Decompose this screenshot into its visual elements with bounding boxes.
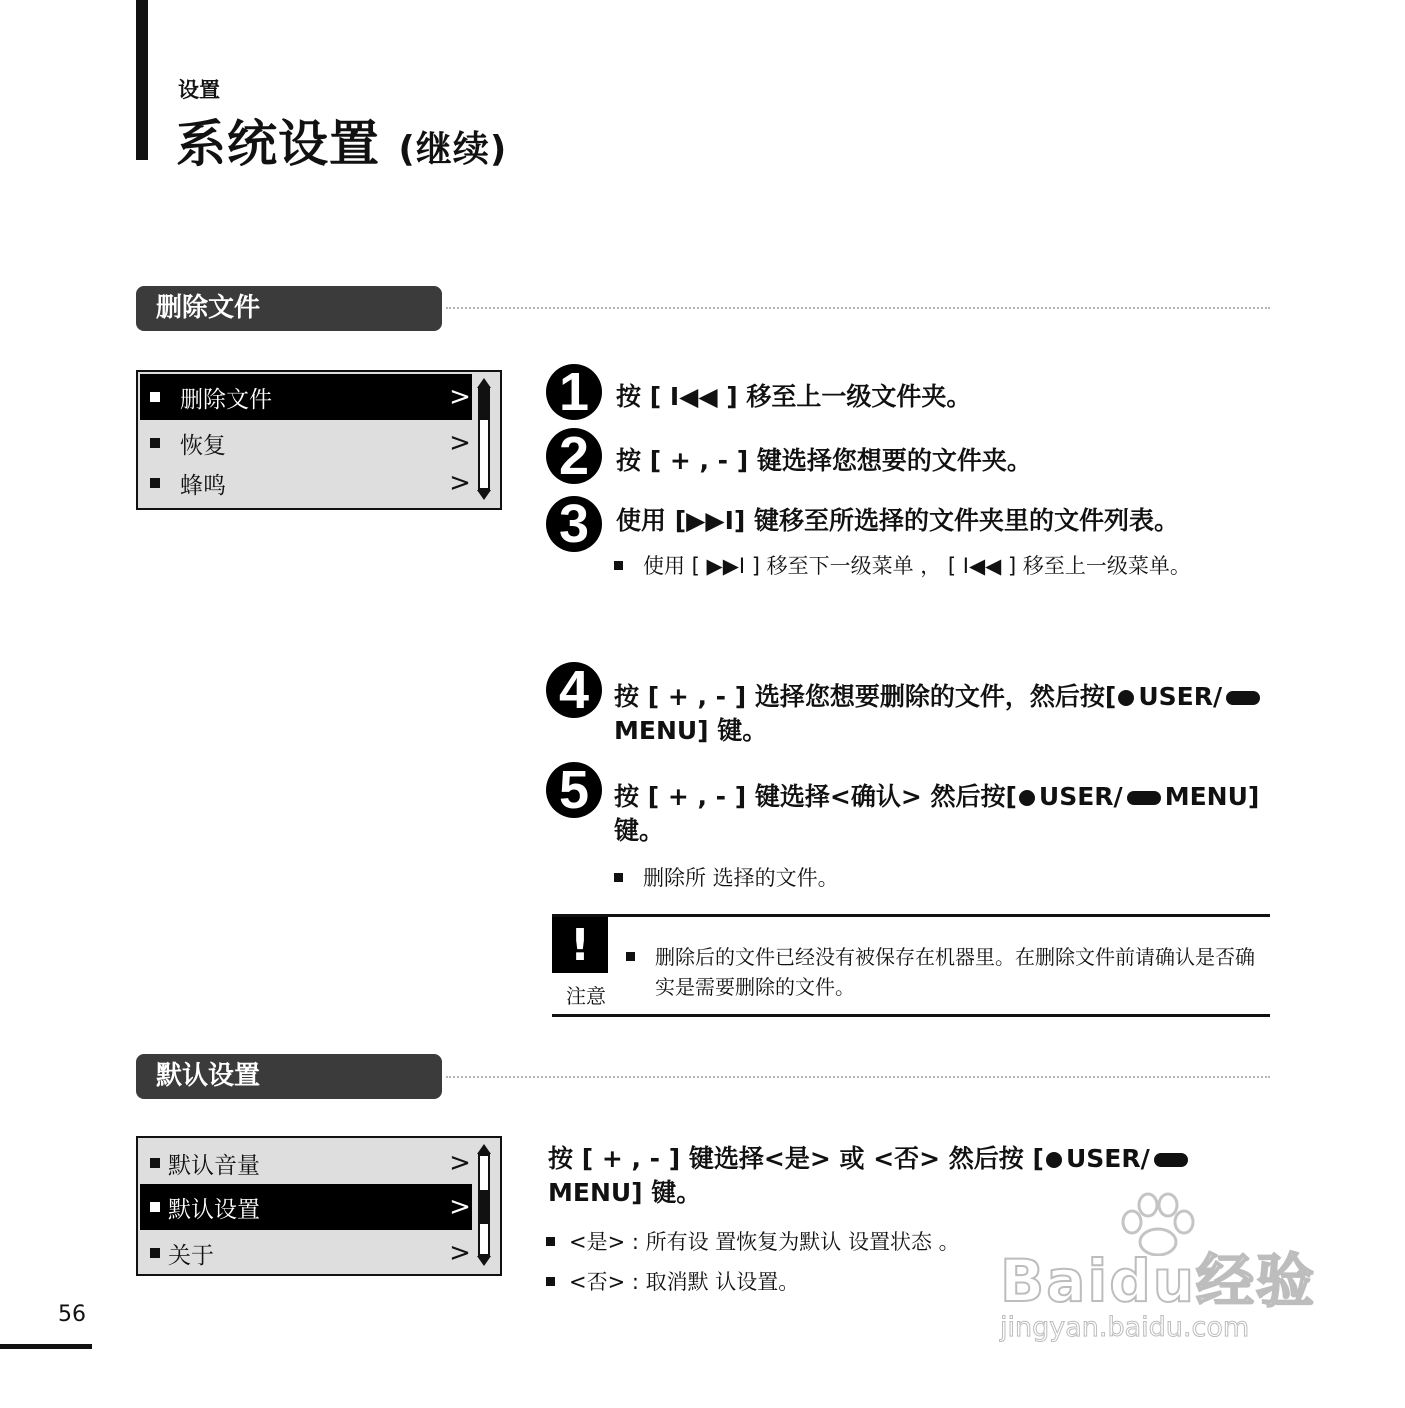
device-menu-delete <box>136 370 502 510</box>
scroll-up-icon <box>477 1144 491 1154</box>
step-text-5 <box>614 780 1274 848</box>
title-suffix: (继续) <box>398 129 508 170</box>
bullet-square-icon <box>150 1158 160 1168</box>
step4-text-b: MENU] 键。 <box>614 716 768 745</box>
warning-icon: ! <box>552 917 608 973</box>
user-button-icon <box>1019 790 1035 806</box>
section-tab-default: 默认设置 <box>136 1054 442 1099</box>
section-divider <box>446 307 1270 309</box>
menu-button-icon <box>1226 691 1260 705</box>
menu-row-label: 关于 <box>168 1242 214 1269</box>
scroll-thumb <box>480 1190 488 1224</box>
default-bullet-no-text: <否> : 取消默 认设置。 <box>569 1270 800 1294</box>
step-badge-5: 5 <box>546 762 602 818</box>
step-badge-3: 3 <box>546 496 602 552</box>
bullet-square-icon <box>150 392 160 402</box>
menu-row-label: 恢复 <box>180 432 226 459</box>
note-label: 注意 <box>566 984 606 1008</box>
chevron-right-icon: > <box>449 1238 471 1268</box>
scroll-up-icon <box>477 378 491 388</box>
step-badge-2: 2 <box>546 428 602 484</box>
watermark-brand: Baidu经验 <box>1000 1247 1317 1315</box>
scroll-thumb <box>480 390 488 420</box>
bullet-square-icon <box>614 873 623 882</box>
scrollbar <box>476 378 492 500</box>
header-accent-bar <box>136 0 148 160</box>
step-text-4 <box>614 680 1274 748</box>
bullet-square-icon <box>150 1248 160 1258</box>
bullet-square-icon <box>614 561 623 570</box>
scroll-down-icon <box>477 1256 491 1266</box>
chevron-right-icon: > <box>449 428 471 458</box>
default-bullet-yes-text: <是> : 所有设 置恢复为默认 设置状态 。 <box>569 1230 960 1254</box>
step3-note <box>614 550 1191 580</box>
watermark-url: jingyan.baidu.com <box>1000 1312 1250 1343</box>
page-number: 56 <box>58 1302 86 1327</box>
menu-row-label: 默认音量 <box>168 1152 260 1179</box>
menu-row-label: 默认设置 <box>168 1196 260 1223</box>
scroll-track <box>478 1154 490 1256</box>
menu-row-about <box>140 1230 472 1276</box>
step3-note-text: 使用 [ ▶▶I ] 移至下一级菜单 ， [ I◀◀ ] 移至上一级菜单。 <box>643 554 1191 578</box>
step-text-2: 按 [ + , - ] 键选择您想要的文件夹。 <box>616 446 1032 475</box>
chevron-right-icon: > <box>449 468 471 498</box>
step-text-3: 使用 [▶▶I] 键移至所选择的文件夹里的文件列表。 <box>616 506 1180 535</box>
note-rule-top <box>552 914 1270 917</box>
user-button-icon <box>1118 690 1134 706</box>
menu-button-icon <box>1127 791 1161 805</box>
chevron-right-icon: > <box>449 1148 471 1178</box>
menu-button-icon <box>1154 1153 1188 1167</box>
default-text-b: MENU] 键。 <box>548 1178 702 1207</box>
default-text-a: 按 [ + , - ] 键选择<是> 或 <否> 然后按 [ <box>548 1144 1044 1173</box>
default-bullet-yes <box>546 1226 960 1256</box>
device-menu-default <box>136 1136 502 1276</box>
step5-text-a: 按 [ + , - ] 键选择<确认> 然后按[ <box>614 782 1017 811</box>
chevron-right-icon: > <box>449 1192 471 1222</box>
menu-row-delete <box>140 374 472 420</box>
default-bullet-no <box>546 1266 799 1296</box>
scroll-track <box>478 388 490 490</box>
menu-row-label: 删除文件 <box>180 386 272 413</box>
note-body <box>626 942 1266 1002</box>
footer-bar <box>0 1344 92 1349</box>
step-text-1: 按 [ I◀◀ ] 移至上一级文件夹。 <box>616 382 972 411</box>
step5-text-b: MENU] 键。 <box>614 782 1260 845</box>
section-divider <box>446 1076 1270 1078</box>
bullet-square-icon <box>626 952 635 961</box>
menu-row-beep <box>140 460 472 506</box>
step4-text-a: 按 [ + , - ] 选择您想要删除的文件，然后按[ <box>614 682 1117 711</box>
bullet-square-icon <box>546 1237 555 1246</box>
menu-row-default-settings <box>140 1184 472 1230</box>
menu-row-default-volume <box>140 1140 472 1186</box>
menu-row-label: 蜂鸣 <box>180 472 226 499</box>
step-badge-1: 1 <box>546 364 602 420</box>
bullet-square-icon <box>150 1202 160 1212</box>
note-text: 删除后的文件已经没有被保存在机器里。在删除文件前请确认是否确实是需要删除的文件。 <box>655 945 1255 999</box>
scrollbar <box>476 1144 492 1266</box>
chevron-right-icon: > <box>449 382 471 412</box>
scroll-down-icon <box>477 490 491 500</box>
step-badge-4: 4 <box>546 662 602 718</box>
bullet-square-icon <box>150 478 160 488</box>
step5-note <box>614 862 839 892</box>
note-rule-bottom <box>552 1014 1270 1017</box>
title-main: 系统设置 <box>176 115 380 173</box>
step5-note-text: 删除所 选择的文件。 <box>643 866 839 890</box>
bullet-square-icon <box>150 438 160 448</box>
step4-user: USER/ <box>1138 682 1223 711</box>
default-user: USER/ <box>1065 1144 1150 1173</box>
user-button-icon <box>1046 1152 1062 1168</box>
step5-user: USER/ <box>1038 782 1123 811</box>
bullet-square-icon <box>546 1277 555 1286</box>
section-label: 设置 <box>178 78 220 102</box>
section-tab-delete: 删除文件 <box>136 286 442 331</box>
page-title <box>176 104 507 176</box>
